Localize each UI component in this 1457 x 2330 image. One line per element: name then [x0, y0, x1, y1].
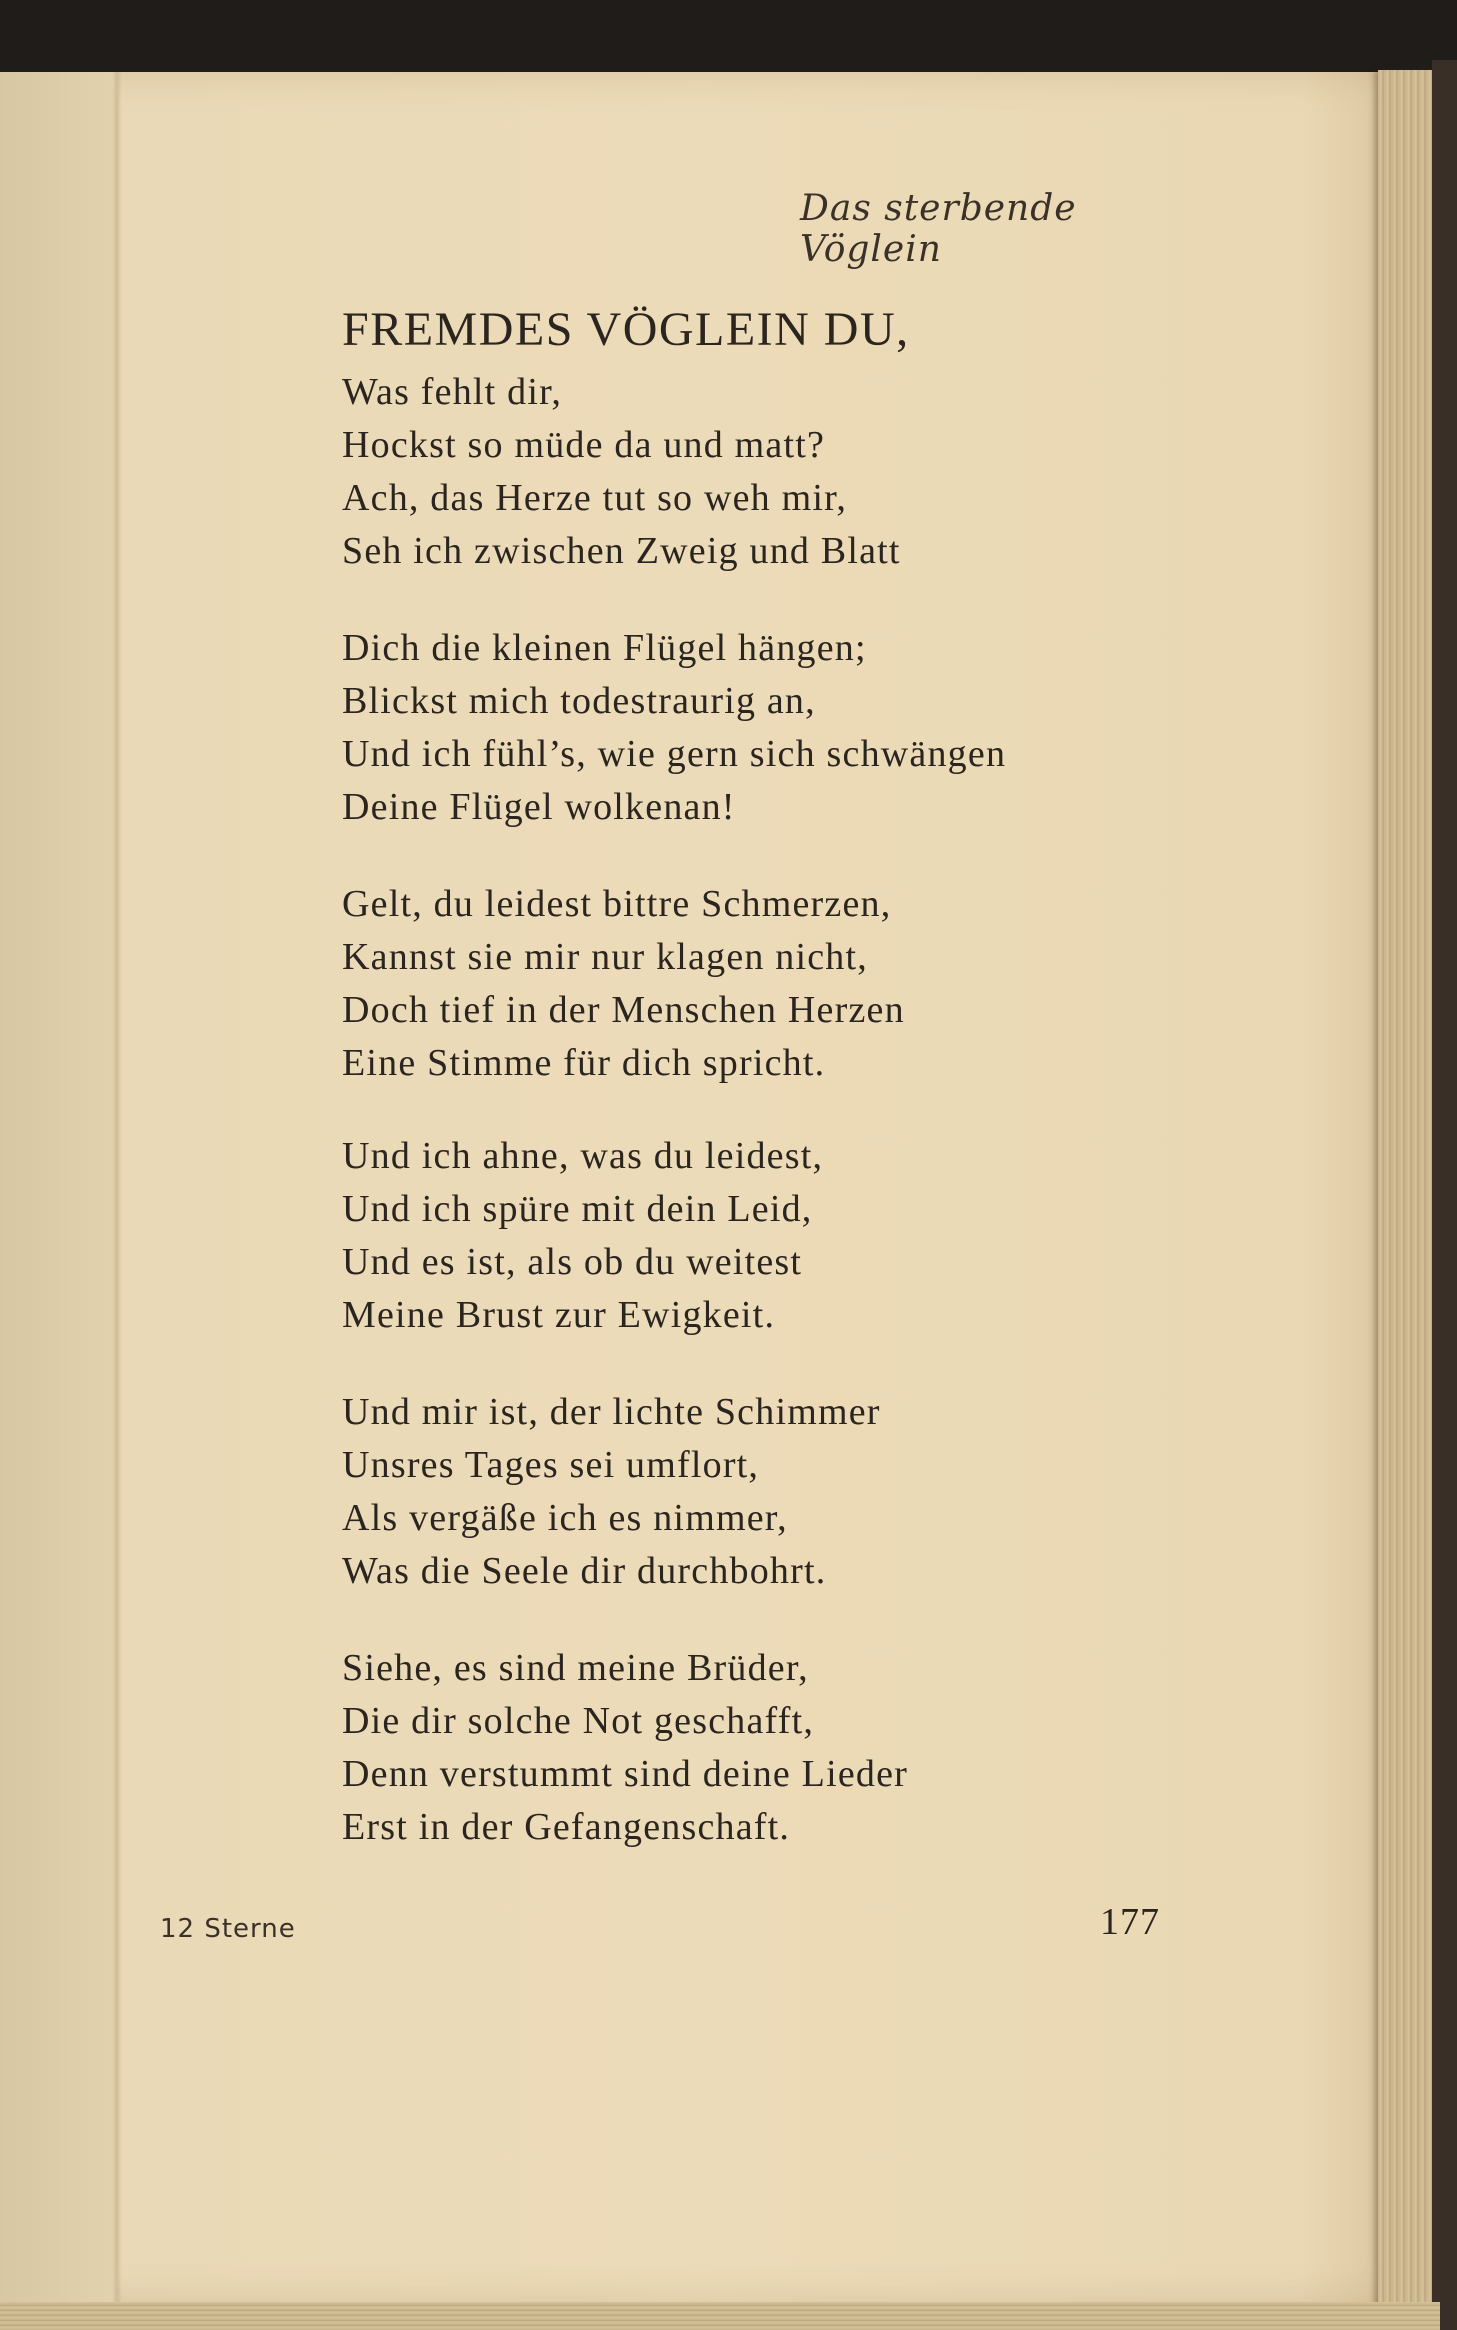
poem-line: Und ich fühl’s, wie gern sich schwängen — [342, 733, 1007, 775]
poem-line: Kannst sie mir nur klagen nicht, — [342, 936, 868, 978]
poem-line: Was die Seele dir durchbohrt. — [342, 1550, 827, 1592]
poem-line: Als vergäße ich es nimmer, — [342, 1497, 788, 1539]
poem-line: Die dir solche Not geschafft, — [342, 1700, 815, 1742]
poem-line: Und ich ahne, was du leidest, — [342, 1135, 824, 1177]
poem-line: Blickst mich todestraurig an, — [342, 680, 816, 722]
poem-line: Und es ist, als ob du weitest — [342, 1241, 803, 1283]
page-edges — [1378, 70, 1438, 2310]
poem-line: Was fehlt dir, — [342, 371, 563, 413]
binding-gutter — [112, 72, 122, 2302]
poem-line: Und mir ist, der lichte Schimmer — [342, 1391, 881, 1433]
poem-line: Siehe, es sind meine Brüder, — [342, 1647, 809, 1689]
book-cover-edge — [1432, 60, 1457, 2330]
poem-line: Eine Stimme für dich spricht. — [342, 1042, 826, 1084]
poem-line: Hockst so müde da und matt? — [342, 424, 826, 466]
bottom-page-edges — [0, 2302, 1440, 2330]
poem-line: FREMDES VÖGLEIN DU, — [342, 303, 910, 356]
poem-line: Deine Flügel wolkenan! — [342, 786, 736, 828]
poem-line: Dich die kleinen Flügel hängen; — [342, 627, 867, 669]
poem-line: Unsres Tages sei umflort, — [342, 1444, 760, 1486]
page-number: 177 — [1100, 1901, 1160, 1943]
poem-line: Ach, das Herze tut so weh mir, — [342, 477, 848, 519]
poem-line: Denn verstummt sind deine Lieder — [342, 1753, 909, 1795]
facing-page-strip — [0, 72, 118, 2302]
poem-line: Seh ich zwischen Zweig und Blatt — [342, 530, 901, 572]
poem-line: Erst in der Gefangenschaft. — [342, 1806, 791, 1848]
running-head: Das sterbende Vöglein — [800, 188, 1077, 270]
poem-line: Meine Brust zur Ewigkeit. — [342, 1294, 776, 1336]
printer-signature: 12 Sterne — [160, 1914, 296, 1944]
scanner-background — [0, 0, 1457, 80]
poem-line: Gelt, du leidest bittre Schmerzen, — [342, 883, 892, 925]
poem-line: Doch tief in der Menschen Herzen — [342, 989, 905, 1031]
poem-line: Und ich spüre mit dein Leid, — [342, 1188, 813, 1230]
